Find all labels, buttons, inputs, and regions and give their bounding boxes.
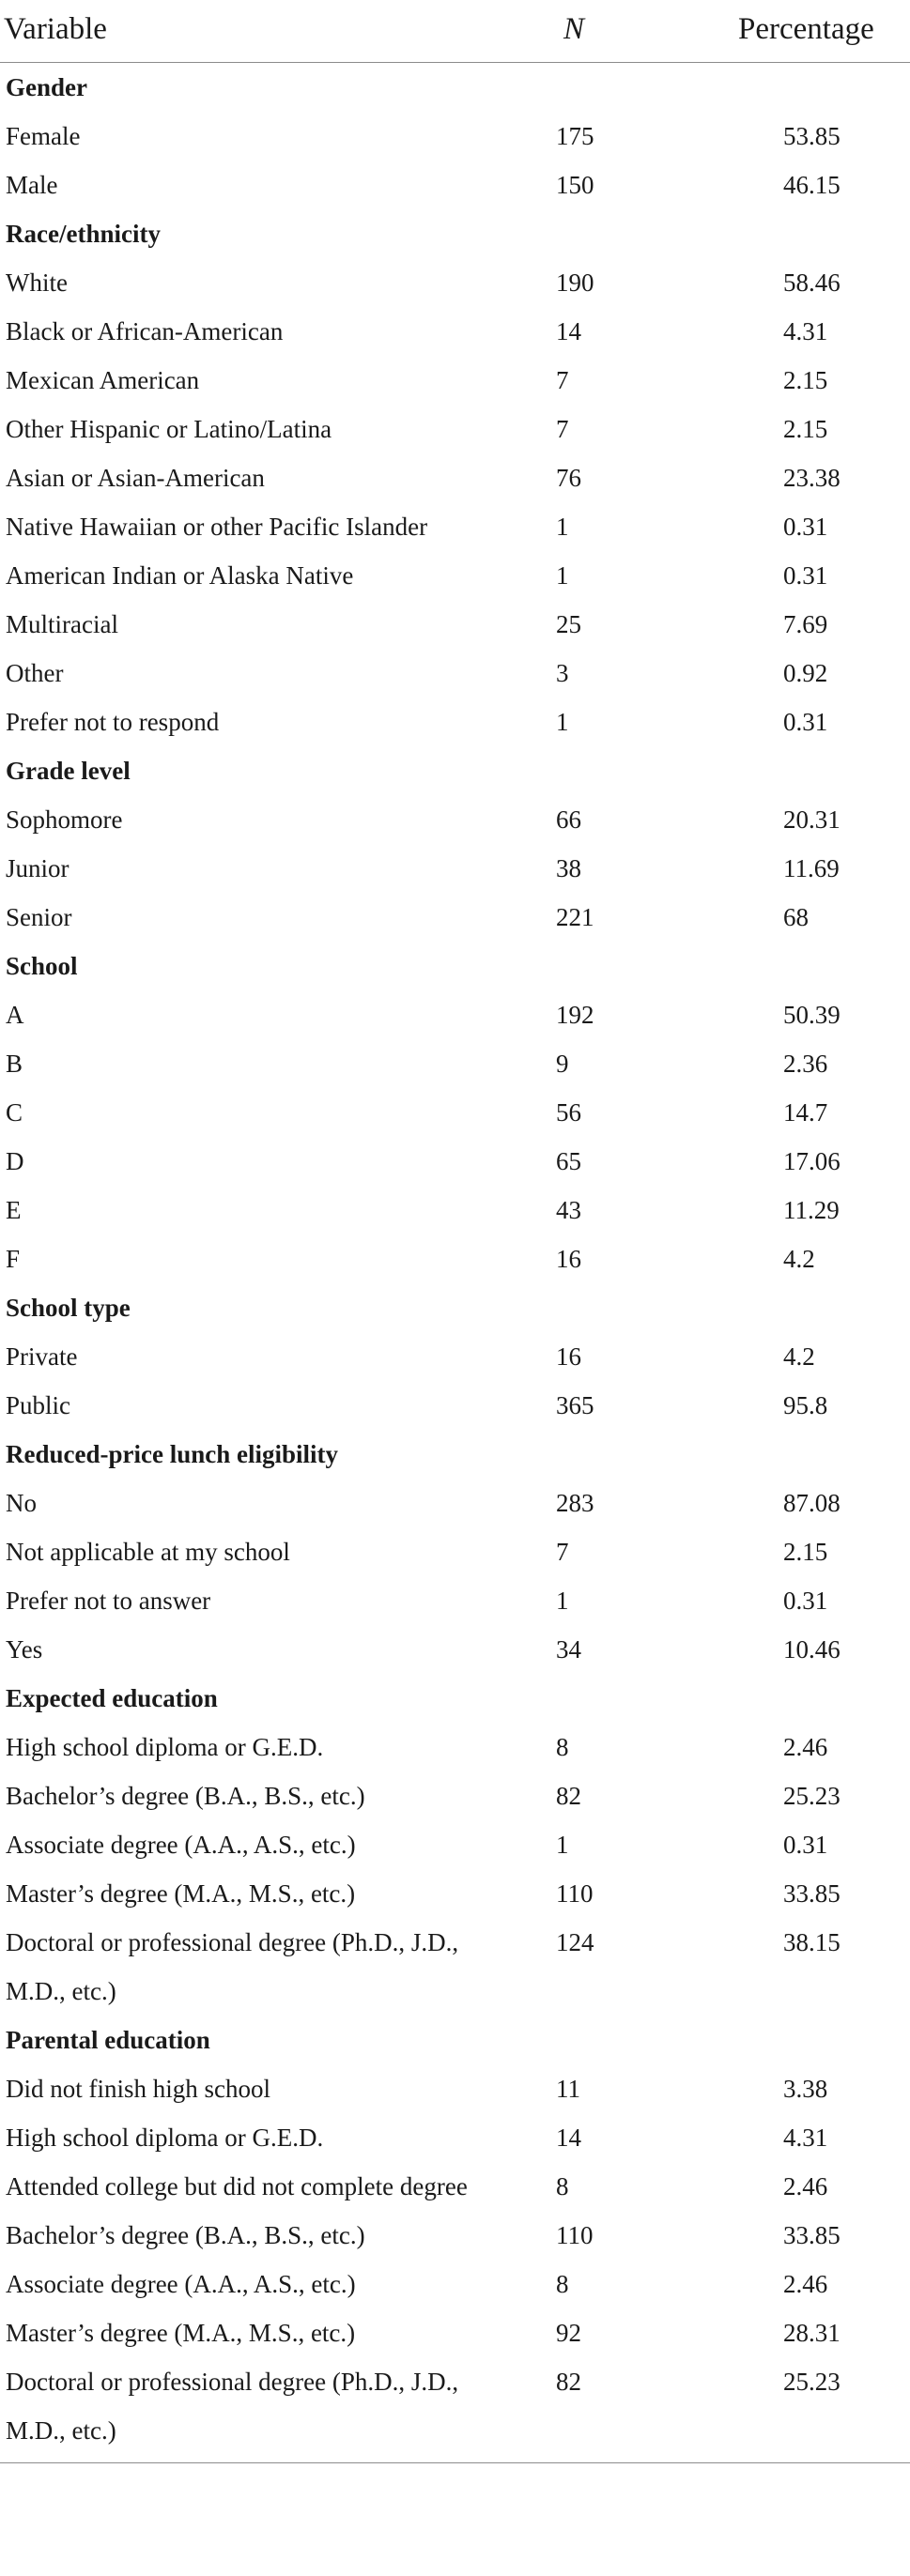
section-header-row xyxy=(0,1430,910,1479)
n-cell: 16 xyxy=(556,1245,581,1273)
n-cell xyxy=(517,209,676,258)
percentage-cell xyxy=(676,63,910,113)
table-row xyxy=(0,698,910,746)
percentage-cell: 20.31 xyxy=(783,805,841,834)
variable-cell: Doctoral or professional degree (Ph.D., J.D., M.D., etc.) xyxy=(6,2368,459,2445)
table-row xyxy=(0,600,910,649)
section-label: School xyxy=(6,952,78,980)
percentage-cell: 87.08 xyxy=(783,1489,841,1517)
variable-cell: Senior xyxy=(6,903,72,931)
variable-cell: Prefer not to respond xyxy=(6,708,220,736)
percentage-cell: 2.15 xyxy=(783,1538,828,1566)
percentage-cell xyxy=(676,2016,910,2064)
n-cell: 14 xyxy=(556,317,581,345)
variable-cell: Male xyxy=(6,171,58,199)
n-cell: 56 xyxy=(556,1098,581,1127)
table-row xyxy=(0,2162,910,2211)
table-row xyxy=(0,502,910,551)
variable-cell: No xyxy=(6,1489,37,1517)
percentage-cell: 0.31 xyxy=(783,561,828,590)
n-cell: 110 xyxy=(556,1879,594,1908)
percentage-cell: 4.2 xyxy=(783,1342,815,1371)
section-header-row xyxy=(0,942,910,990)
table-row xyxy=(0,1771,910,1820)
table-header xyxy=(0,0,910,63)
n-cell: 66 xyxy=(556,805,581,834)
percentage-cell: 2.46 xyxy=(783,2270,828,2298)
variable-cell: High school diploma or G.E.D. xyxy=(6,1733,324,1761)
variable-cell: Master’s degree (M.A., M.S., etc.) xyxy=(6,2319,356,2347)
section-header-row xyxy=(0,1283,910,1332)
n-cell: 82 xyxy=(556,2368,581,2396)
variable-cell: Attended college but did not complete degree xyxy=(6,2172,468,2200)
variable-cell: American Indian or Alaska Native xyxy=(6,561,354,590)
variable-cell: F xyxy=(6,1245,21,1273)
table-row xyxy=(0,112,910,161)
n-cell: 1 xyxy=(556,1831,569,1859)
n-cell: 1 xyxy=(556,1587,569,1615)
percentage-cell: 4.31 xyxy=(783,317,828,345)
percentage-cell: 2.15 xyxy=(783,366,828,394)
variable-cell: A xyxy=(6,1001,24,1029)
section-header-row xyxy=(0,209,910,258)
n-cell: 65 xyxy=(556,1147,581,1175)
n-cell: 38 xyxy=(556,854,581,882)
percentage-cell xyxy=(676,1283,910,1332)
section-label: Reduced-price lunch eligibility xyxy=(6,1440,338,1468)
n-cell: 82 xyxy=(556,1782,581,1810)
table-row xyxy=(0,161,910,209)
variable-cell: Master’s degree (M.A., M.S., etc.) xyxy=(6,1879,356,1908)
percentage-cell: 28.31 xyxy=(783,2319,841,2347)
table-row xyxy=(0,795,910,844)
n-cell: 1 xyxy=(556,513,569,541)
variable-cell: Associate degree (A.A., A.S., etc.) xyxy=(6,1831,356,1859)
n-cell: 8 xyxy=(556,2172,569,2200)
variable-cell: Sophomore xyxy=(6,805,123,834)
percentage-cell: 53.85 xyxy=(783,122,841,150)
percentage-cell xyxy=(676,209,910,258)
percentage-cell xyxy=(676,1674,910,1723)
percentage-cell: 2.36 xyxy=(783,1050,828,1078)
percentage-cell: 0.31 xyxy=(783,1587,828,1615)
table-row xyxy=(0,1088,910,1137)
n-cell xyxy=(517,1430,676,1479)
percentage-cell: 11.29 xyxy=(783,1196,840,1224)
percentage-cell: 50.39 xyxy=(783,1001,841,1029)
variable-cell: White xyxy=(6,268,68,297)
percentage-cell: 0.92 xyxy=(783,659,828,687)
percentage-cell: 14.7 xyxy=(783,1098,828,1127)
percentage-cell: 33.85 xyxy=(783,1879,841,1908)
table-row xyxy=(0,453,910,502)
table-row xyxy=(0,893,910,942)
variable-cell: B xyxy=(6,1050,23,1078)
section-label: Grade level xyxy=(6,757,131,785)
percentage-cell: 25.23 xyxy=(783,2368,841,2396)
n-cell: 16 xyxy=(556,1342,581,1371)
table-row xyxy=(0,551,910,600)
percentage-cell: 0.31 xyxy=(783,708,828,736)
percentage-cell: 95.8 xyxy=(783,1391,828,1419)
percentage-cell: 38.15 xyxy=(783,1928,841,1956)
table-body xyxy=(0,63,910,2463)
table-row xyxy=(0,1869,910,1918)
variable-cell: Not applicable at my school xyxy=(6,1538,290,1566)
table-row xyxy=(0,2113,910,2162)
percentage-cell: 2.46 xyxy=(783,2172,828,2200)
percentage-cell: 4.2 xyxy=(783,1245,815,1273)
percentage-cell xyxy=(676,746,910,795)
n-cell: 8 xyxy=(556,2270,569,2298)
percentage-cell: 23.38 xyxy=(783,464,841,492)
variable-cell: Doctoral or professional degree (Ph.D., J.D., M.D., etc.) xyxy=(6,1928,459,2005)
variable-cell: Other xyxy=(6,659,64,687)
table-row xyxy=(0,1479,910,1527)
table-row xyxy=(0,2211,910,2260)
variable-cell: Bachelor’s degree (B.A., B.S., etc.) xyxy=(6,1782,365,1810)
table-row xyxy=(0,2357,910,2462)
n-cell xyxy=(517,746,676,795)
table-row xyxy=(0,2308,910,2357)
header-percentage: Percentage xyxy=(676,0,910,63)
n-cell: 3 xyxy=(556,659,569,687)
variable-cell: High school diploma or G.E.D. xyxy=(6,2124,324,2152)
section-header-row xyxy=(0,63,910,113)
n-cell: 110 xyxy=(556,2221,594,2249)
table-row xyxy=(0,307,910,356)
variable-cell: Mexican American xyxy=(6,366,200,394)
section-header-row xyxy=(0,2016,910,2064)
n-cell xyxy=(517,1674,676,1723)
percentage-cell: 4.31 xyxy=(783,2124,828,2152)
variable-cell: Yes xyxy=(6,1635,43,1664)
table-row xyxy=(0,1820,910,1869)
n-cell: 150 xyxy=(556,171,594,199)
n-cell xyxy=(517,63,676,113)
percentage-cell: 2.46 xyxy=(783,1733,828,1761)
table-row xyxy=(0,405,910,453)
table-row xyxy=(0,649,910,698)
n-cell: 365 xyxy=(556,1391,594,1419)
n-cell: 190 xyxy=(556,268,594,297)
section-label: Parental education xyxy=(6,2026,210,2054)
percentage-cell: 25.23 xyxy=(783,1782,841,1810)
percentage-cell: 2.15 xyxy=(783,415,828,443)
n-cell: 283 xyxy=(556,1489,594,1517)
variable-cell: Prefer not to answer xyxy=(6,1587,211,1615)
variable-cell: Other Hispanic or Latino/Latina xyxy=(6,415,332,443)
n-cell xyxy=(517,2016,676,2064)
table-row xyxy=(0,1137,910,1186)
n-cell: 92 xyxy=(556,2319,581,2347)
table-row xyxy=(0,844,910,893)
table-row xyxy=(0,1234,910,1283)
n-cell: 7 xyxy=(556,1538,569,1566)
variable-cell: Native Hawaiian or other Pacific Islander xyxy=(6,513,428,541)
percentage-cell: 17.06 xyxy=(783,1147,841,1175)
percentage-cell: 7.69 xyxy=(783,610,828,638)
section-label: School type xyxy=(6,1294,131,1322)
percentage-cell: 0.31 xyxy=(783,513,828,541)
n-cell: 25 xyxy=(556,610,581,638)
variable-cell: Junior xyxy=(6,854,69,882)
n-cell: 1 xyxy=(556,708,569,736)
table-row xyxy=(0,1576,910,1625)
variable-cell: Private xyxy=(6,1342,78,1371)
percentage-cell: 11.69 xyxy=(783,854,840,882)
n-cell: 221 xyxy=(556,903,594,931)
header-n: N xyxy=(517,0,676,63)
n-cell: 7 xyxy=(556,366,569,394)
percentage-cell: 33.85 xyxy=(783,2221,841,2249)
n-cell: 192 xyxy=(556,1001,594,1029)
variable-cell: Public xyxy=(6,1391,71,1419)
variable-cell: C xyxy=(6,1098,23,1127)
section-label: Race/ethnicity xyxy=(6,220,161,248)
table-row xyxy=(0,1039,910,1088)
percentage-cell xyxy=(676,1430,910,1479)
percentage-cell: 58.46 xyxy=(783,268,841,297)
n-cell: 34 xyxy=(556,1635,581,1664)
variable-cell: Asian or Asian-American xyxy=(6,464,265,492)
section-label: Gender xyxy=(6,73,87,101)
table-row xyxy=(0,1332,910,1381)
n-cell: 9 xyxy=(556,1050,569,1078)
n-cell: 14 xyxy=(556,2124,581,2152)
table-row xyxy=(0,1381,910,1430)
variable-cell: D xyxy=(6,1147,24,1175)
table-row xyxy=(0,1527,910,1576)
variable-cell: Bachelor’s degree (B.A., B.S., etc.) xyxy=(6,2221,365,2249)
table-row xyxy=(0,1918,910,2016)
section-header-row xyxy=(0,1674,910,1723)
percentage-cell: 10.46 xyxy=(783,1635,841,1664)
table-row xyxy=(0,356,910,405)
variable-cell: Female xyxy=(6,122,81,150)
n-cell: 1 xyxy=(556,561,569,590)
n-cell: 11 xyxy=(556,2075,580,2103)
n-cell: 43 xyxy=(556,1196,581,1224)
variable-cell: Multiracial xyxy=(6,610,118,638)
percentage-cell xyxy=(676,942,910,990)
n-cell xyxy=(517,1283,676,1332)
table-row xyxy=(0,258,910,307)
header-row xyxy=(0,0,910,63)
variable-cell: Associate degree (A.A., A.S., etc.) xyxy=(6,2270,356,2298)
n-cell: 175 xyxy=(556,122,594,150)
variable-cell: Did not finish high school xyxy=(6,2075,270,2103)
n-cell xyxy=(517,942,676,990)
n-cell: 7 xyxy=(556,415,569,443)
variable-cell: Black or African-American xyxy=(6,317,284,345)
table-row xyxy=(0,990,910,1039)
table-bottom-rule xyxy=(0,2462,910,2463)
section-header-row xyxy=(0,746,910,795)
n-cell: 124 xyxy=(556,1928,594,1956)
table-row xyxy=(0,1723,910,1771)
table-row xyxy=(0,1186,910,1234)
percentage-cell: 3.38 xyxy=(783,2075,828,2103)
table-row xyxy=(0,1625,910,1674)
n-cell: 8 xyxy=(556,1733,569,1761)
percentage-cell: 68 xyxy=(783,903,809,931)
percentage-cell: 0.31 xyxy=(783,1831,828,1859)
percentage-cell: 46.15 xyxy=(783,171,841,199)
table-row xyxy=(0,2260,910,2308)
n-cell: 76 xyxy=(556,464,581,492)
table-row xyxy=(0,2064,910,2113)
section-label: Expected education xyxy=(6,1684,218,1712)
variable-cell: E xyxy=(6,1196,22,1224)
header-variable: Variable xyxy=(0,0,517,63)
